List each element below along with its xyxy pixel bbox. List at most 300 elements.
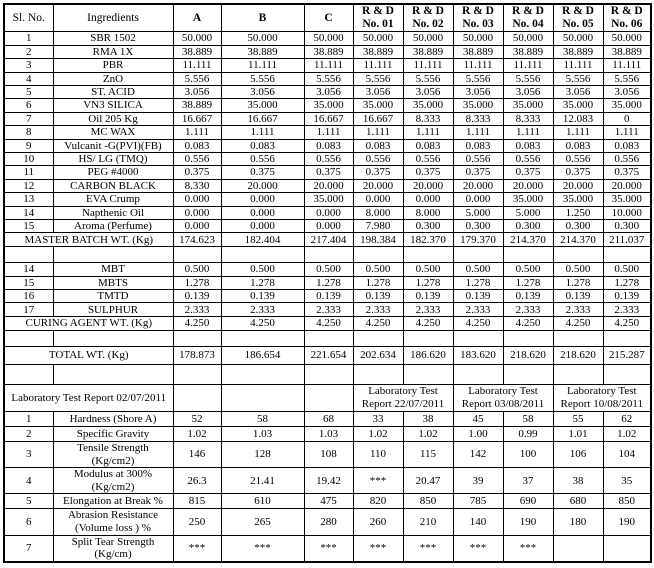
ingredient-value-cell: 0.375 [353,166,403,179]
lab-group-header-2-line: Laboratory Test [468,385,538,398]
lab-test-value-cell: 55 [553,411,603,426]
ingredient-row [4,152,651,165]
curing-agent-value-cell: 2.333 [603,303,651,316]
lab-test-value-cell: 265 [221,509,304,535]
lab-header-empty-cell [304,384,353,411]
spacer-cell [553,364,603,384]
ingredient-value-cell: 0.375 [503,166,553,179]
lab-test-value-cell: *** [221,535,304,562]
ingredient-value-cell: 50.000 [503,32,553,45]
ingredient-value-cell: 11.111 [221,59,304,72]
ingredient-value-cell: 1.111 [173,126,221,139]
ingredient-value-cell: 38.889 [173,99,221,112]
row-number-cell: 7 [4,535,53,562]
lab-test-name-cell-line: Hardness (Shore A) [69,412,157,425]
lab-test-value-cell: 1.00 [453,426,503,441]
lab-test-value-cell: 33 [353,411,403,426]
ingredient-value-cell: 0.000 [173,206,221,219]
col-header-rd-3-line: No. 03 [462,18,494,31]
ingredient-name-cell: PEG #4000 [53,166,173,179]
ingredient-value-cell: 35.000 [553,193,603,206]
ingredient-value-cell: 35.000 [603,193,651,206]
curing-agent-value-cell: 0.139 [603,290,651,303]
ingredient-value-cell: 12.083 [553,112,603,125]
ingredient-row [4,166,651,179]
spacer-cell [553,330,603,346]
curing-agent-row [4,276,651,289]
lab-test-name-cell [53,494,173,509]
lab-test-value-cell: 106 [553,441,603,467]
ingredient-value-cell: 3.056 [353,86,403,99]
ingredient-name-cell: MC WAX [53,126,173,139]
col-header-rd-4-line: No. 04 [512,18,544,31]
ingredient-value-cell: 20.000 [453,179,503,192]
ingredient-value-cell: 20.000 [403,179,453,192]
ingredient-value-cell: 38.889 [453,45,503,58]
ingredient-value-cell: 11.111 [173,59,221,72]
spacer-cell [403,247,453,263]
ingredient-name-cell: RMA 1X [53,45,173,58]
ingredient-row [4,206,651,219]
spacer-cell [403,364,453,384]
curing-agent-value-cell: 2.333 [553,303,603,316]
ingredient-value-cell: 1.111 [353,126,403,139]
lab-test-value-cell: 850 [403,494,453,509]
total-weight-row [4,346,651,364]
ingredient-name-cell: Oil 205 Kg [53,112,173,125]
col-header-rd-4-line: R & D [512,5,544,17]
ingredient-value-cell: 35.000 [304,193,353,206]
lab-header-empty-cell [173,384,221,411]
lab-row [4,468,651,494]
total-weight-value-cell: 221.654 [304,346,353,364]
ingredient-value-cell: 50.000 [453,32,503,45]
ingredient-name-cell: Napthenic Oil [53,206,173,219]
ingredient-value-cell: 5.000 [453,206,503,219]
curing-total-value-cell: 4.250 [353,316,403,330]
lab-test-value-cell: 785 [453,494,503,509]
lab-test-value-cell: 1.01 [553,426,603,441]
ingredient-value-cell: 5.000 [503,206,553,219]
ingredient-value-cell: 38.889 [403,45,453,58]
lab-test-value-cell: 0.99 [503,426,553,441]
curing-agent-value-cell: 2.333 [503,303,553,316]
lab-test-value-cell: 210 [403,509,453,535]
row-number-cell: 14 [4,263,53,276]
lab-group-header-3-line: Laboratory Test [566,385,637,398]
ingredient-value-cell: 0.083 [304,139,353,152]
ingredient-value-cell: 0.375 [553,166,603,179]
ingredient-value-cell: 0.083 [173,139,221,152]
curing-agent-value-cell: 0.500 [353,263,403,276]
curing-agent-value-cell: 1.278 [553,276,603,289]
ingredient-value-cell: 0.000 [453,193,503,206]
ingredient-name-cell: ST. ACID [53,86,173,99]
col-header-rd-3-line: R & D [462,5,494,17]
master-batch-value-cell: 214.370 [503,233,553,247]
total-weight-value-cell: 218.620 [503,346,553,364]
row-number-cell: 5 [4,86,53,99]
lab-test-name-cell-line: (Volume loss ) % [75,522,151,535]
ingredient-value-cell: 3.056 [453,86,503,99]
lab-test-value-cell [553,535,603,562]
col-header-a: A [173,4,221,32]
ingredient-row [4,32,651,45]
col-header-rd-2 [403,4,453,32]
lab-test-value-cell: 820 [353,494,403,509]
ingredient-value-cell: 38.889 [304,45,353,58]
curing-total-label: CURING AGENT WT. (Kg) [4,316,173,330]
ingredient-row [4,112,651,125]
col-header-rd-5-line: R & D [562,5,594,17]
spacer-cell [453,364,503,384]
ingredient-name-cell: CARBON BLACK [53,179,173,192]
lab-test-value-cell: 1.02 [403,426,453,441]
spacer-cell [53,330,173,346]
lab-test-value-cell: *** [503,535,553,562]
row-number-cell: 11 [4,166,53,179]
spacer-cell [53,247,173,263]
master-batch-value-cell: 174.623 [173,233,221,247]
curing-agent-value-cell: 2.333 [403,303,453,316]
ingredient-value-cell: 3.056 [221,86,304,99]
curing-agent-name-cell: MBTS [53,276,173,289]
curing-agent-value-cell: 0.139 [453,290,503,303]
row-number-cell: 9 [4,139,53,152]
ingredient-value-cell: 10.000 [603,206,651,219]
ingredient-value-cell: 20.000 [553,179,603,192]
lab-test-value-cell: 52 [173,411,221,426]
lab-test-value-cell: 58 [221,411,304,426]
lab-test-value-cell: *** [353,535,403,562]
ingredient-value-cell: 20.000 [304,179,353,192]
ingredient-row [4,179,651,192]
curing-agent-value-cell: 0.500 [603,263,651,276]
lab-test-value-cell: 250 [173,509,221,535]
spacer-cell [503,247,553,263]
header-row [4,4,651,32]
total-weight-value-cell: 215.287 [603,346,651,364]
curing-agent-name-cell: TMTD [53,290,173,303]
ingredient-row [4,72,651,85]
lab-test-value-cell: 180 [553,509,603,535]
ingredient-value-cell: 1.111 [403,126,453,139]
lab-test-value-cell: 45 [453,411,503,426]
curing-agent-value-cell: 1.278 [503,276,553,289]
ingredient-value-cell: 0.083 [553,139,603,152]
curing-agent-value-cell: 0.500 [304,263,353,276]
ingredient-value-cell: 35.000 [503,193,553,206]
col-header-rd-1-line: R & D [362,5,394,17]
curing-total-value-cell: 4.250 [221,316,304,330]
ingredient-value-cell: 8.330 [173,179,221,192]
ingredient-name-cell: EVA Crump [53,193,173,206]
col-header-rd-2-line: No. 02 [412,18,444,31]
curing-agent-value-cell: 2.333 [353,303,403,316]
ingredient-value-cell: 50.000 [221,32,304,45]
total-weight-value-cell: 218.620 [553,346,603,364]
col-header-rd-3 [453,4,503,32]
ingredient-value-cell: 1.111 [553,126,603,139]
curing-total-value-cell: 4.250 [173,316,221,330]
ingredient-value-cell: 0.083 [503,139,553,152]
ingredient-value-cell: 35.000 [304,99,353,112]
ingredient-value-cell: 35.000 [403,99,453,112]
lab-test-name-cell [53,411,173,426]
ingredient-value-cell: 5.556 [403,72,453,85]
ingredient-value-cell: 0.083 [403,139,453,152]
total-weight-value-cell: 202.634 [353,346,403,364]
ingredient-value-cell: 5.556 [553,72,603,85]
ingredient-value-cell: 7.980 [353,219,403,232]
row-number-cell: 16 [4,290,53,303]
curing-total-value-cell: 4.250 [553,316,603,330]
curing-total-value-cell: 4.250 [403,316,453,330]
col-header-rd-1-line: No. 01 [362,18,394,31]
master-batch-value-cell: 211.037 [603,233,651,247]
ingredient-value-cell: 8.333 [503,112,553,125]
curing-agent-row [4,303,651,316]
lab-test-name-cell [53,441,173,467]
col-header-rd-5 [553,4,603,32]
row-number-cell: 15 [4,276,53,289]
lab-report-title: Laboratory Test Report 02/07/2011 [4,384,173,411]
ingredient-name-cell: VN3 SILICA [53,99,173,112]
ingredient-row [4,86,651,99]
curing-total-row [4,316,651,330]
lab-test-value-cell: 680 [553,494,603,509]
spacer-cell [353,330,403,346]
ingredient-value-cell: 50.000 [304,32,353,45]
col-header-rd-5-line: No. 05 [562,18,594,31]
row-number-cell: 5 [4,494,53,509]
lab-test-value-cell: 128 [221,441,304,467]
lab-group-header-3 [553,384,651,411]
master-batch-value-cell: 182.404 [221,233,304,247]
lab-test-value-cell: 108 [304,441,353,467]
lab-test-value-cell: 850 [603,494,651,509]
spacer-cell [53,364,173,384]
ingredient-value-cell: 38.889 [603,45,651,58]
ingredient-value-cell: 50.000 [353,32,403,45]
col-header-sl-no: Sl. No. [4,4,53,32]
lab-test-value-cell [603,535,651,562]
master-batch-row [4,233,651,247]
lab-test-value-cell: 26.3 [173,468,221,494]
curing-agent-value-cell: 2.333 [453,303,503,316]
lab-test-value-cell: 260 [353,509,403,535]
curing-total-value-cell: 4.250 [304,316,353,330]
curing-agent-value-cell: 1.278 [453,276,503,289]
lab-test-value-cell: *** [353,468,403,494]
ingredient-value-cell: 0.000 [173,219,221,232]
curing-agent-value-cell: 0.500 [503,263,553,276]
spacer-cell [353,364,403,384]
ingredient-value-cell: 38.889 [353,45,403,58]
row-number-cell: 4 [4,72,53,85]
lab-test-value-cell: *** [173,535,221,562]
ingredient-value-cell: 0.000 [221,193,304,206]
lab-group-header-2-line: Report 03/08/2011 [461,397,545,410]
ingredient-value-cell: 1.111 [304,126,353,139]
ingredient-value-cell: 0.556 [304,152,353,165]
ingredient-value-cell: 11.111 [503,59,553,72]
ingredient-value-cell: 11.111 [304,59,353,72]
row-number-cell: 4 [4,468,53,494]
curing-agent-value-cell: 1.278 [221,276,304,289]
ingredient-value-cell: 0.375 [453,166,503,179]
lab-test-value-cell: 37 [503,468,553,494]
lab-test-value-cell: 1.02 [603,426,651,441]
master-batch-value-cell: 198.384 [353,233,403,247]
row-number-cell: 14 [4,206,53,219]
ingredient-value-cell: 3.056 [304,86,353,99]
ingredient-value-cell: 1.111 [503,126,553,139]
ingredient-value-cell: 20.000 [603,179,651,192]
ingredient-row [4,99,651,112]
lab-test-value-cell: 39 [453,468,503,494]
lab-test-value-cell: *** [304,535,353,562]
ingredient-value-cell: 0.083 [221,139,304,152]
ingredient-value-cell: 0.083 [353,139,403,152]
lab-test-name-cell-line: Tensile Strength [77,441,149,454]
total-weight-value-cell: 186.620 [403,346,453,364]
lab-test-value-cell: 190 [603,509,651,535]
spacer-cell [553,247,603,263]
lab-test-value-cell: 20.47 [403,468,453,494]
ingredient-value-cell: 0.300 [553,219,603,232]
ingredient-value-cell: 0.300 [453,219,503,232]
curing-agent-value-cell: 0.139 [503,290,553,303]
spacer-cell [173,247,221,263]
spacer-cell [221,247,304,263]
spacer-cell [304,247,353,263]
row-number-cell: 12 [4,179,53,192]
lab-row [4,494,651,509]
ingredient-value-cell: 50.000 [403,32,453,45]
ingredient-value-cell: 11.111 [553,59,603,72]
spacer-row [4,330,651,346]
col-header-rd-2-line: R & D [412,5,444,17]
lab-test-value-cell: 62 [603,411,651,426]
ingredient-value-cell: 38.889 [221,45,304,58]
curing-agent-row [4,290,651,303]
curing-agent-value-cell: 0.139 [221,290,304,303]
spacer-cell [603,247,651,263]
col-header-rd-4 [503,4,553,32]
lab-report-header-row [4,384,651,411]
curing-agent-value-cell: 0.139 [353,290,403,303]
lab-test-name-cell-line: Specific Gravity [76,427,150,440]
curing-agent-value-cell: 1.278 [304,276,353,289]
lab-row [4,426,651,441]
spacer-cell [503,364,553,384]
lab-group-header-1-line: Laboratory Test [368,385,438,398]
master-batch-value-cell: 179.370 [453,233,503,247]
ingredient-value-cell: 16.667 [304,112,353,125]
row-number-cell: 3 [4,59,53,72]
spacer-cell [4,364,53,384]
ingredient-value-cell: 35.000 [603,99,651,112]
lab-test-name-cell [53,509,173,535]
ingredient-value-cell: 5.556 [603,72,651,85]
ingredient-name-cell: Vulcanit -G(PVI)(FB) [53,139,173,152]
curing-agent-value-cell: 1.278 [403,276,453,289]
curing-total-value-cell: 4.250 [453,316,503,330]
ingredient-value-cell: 0.375 [603,166,651,179]
ingredient-value-cell: 0.556 [503,152,553,165]
curing-total-value-cell: 4.250 [503,316,553,330]
ingredient-value-cell: 3.056 [553,86,603,99]
ingredient-value-cell: 0.000 [221,206,304,219]
lab-test-name-cell-line: Abrasion Resistance [67,509,159,522]
ingredient-value-cell: 5.556 [453,72,503,85]
row-number-cell: 7 [4,112,53,125]
curing-agent-name-cell: MBT [53,263,173,276]
ingredient-value-cell: 11.111 [603,59,651,72]
curing-agent-value-cell: 0.500 [221,263,304,276]
ingredient-value-cell: 38.889 [503,45,553,58]
lab-test-name-cell [53,468,173,494]
lab-test-value-cell: *** [403,535,453,562]
lab-test-value-cell: 610 [221,494,304,509]
ingredient-value-cell: 35.000 [553,99,603,112]
master-batch-value-cell: 214.370 [553,233,603,247]
row-number-cell: 1 [4,32,53,45]
ingredient-value-cell: 50.000 [553,32,603,45]
lab-test-value-cell: 104 [603,441,651,467]
curing-agent-value-cell: 0.500 [453,263,503,276]
curing-agent-value-cell: 2.333 [221,303,304,316]
lab-test-name-cell-line: (Kg/cm2) [91,480,135,493]
row-number-cell: 10 [4,152,53,165]
curing-agent-value-cell: 2.333 [304,303,353,316]
ingredient-value-cell: 0.300 [403,219,453,232]
curing-agent-value-cell: 0.500 [403,263,453,276]
col-header-b: B [221,4,304,32]
curing-agent-row [4,263,651,276]
ingredient-value-cell: 11.111 [353,59,403,72]
spacer-cell [173,330,221,346]
ingredient-value-cell: 1.250 [553,206,603,219]
ingredient-value-cell: 50.000 [173,32,221,45]
lab-test-value-cell: 19.42 [304,468,353,494]
row-number-cell: 2 [4,45,53,58]
ingredient-value-cell: 5.556 [304,72,353,85]
lab-test-value-cell: 1.03 [304,426,353,441]
ingredient-value-cell: 20.000 [503,179,553,192]
curing-agent-value-cell: 0.500 [553,263,603,276]
ingredient-value-cell: 0.000 [304,219,353,232]
ingredient-value-cell: 3.056 [173,86,221,99]
row-number-cell: 1 [4,411,53,426]
row-number-cell: 6 [4,509,53,535]
lab-test-value-cell: 690 [503,494,553,509]
spacer-row [4,364,651,384]
ingredient-value-cell: 1.111 [221,126,304,139]
master-batch-value-cell: 217.404 [304,233,353,247]
ingredient-name-cell: ZnO [53,72,173,85]
rubber-formulation-table [3,3,652,563]
curing-agent-value-cell: 0.139 [553,290,603,303]
spacer-cell [4,247,53,263]
spacer-cell [304,364,353,384]
ingredient-value-cell: 8.000 [353,206,403,219]
ingredient-row [4,126,651,139]
ingredient-value-cell: 5.556 [503,72,553,85]
spacer-cell [221,330,304,346]
curing-agent-value-cell: 1.278 [603,276,651,289]
